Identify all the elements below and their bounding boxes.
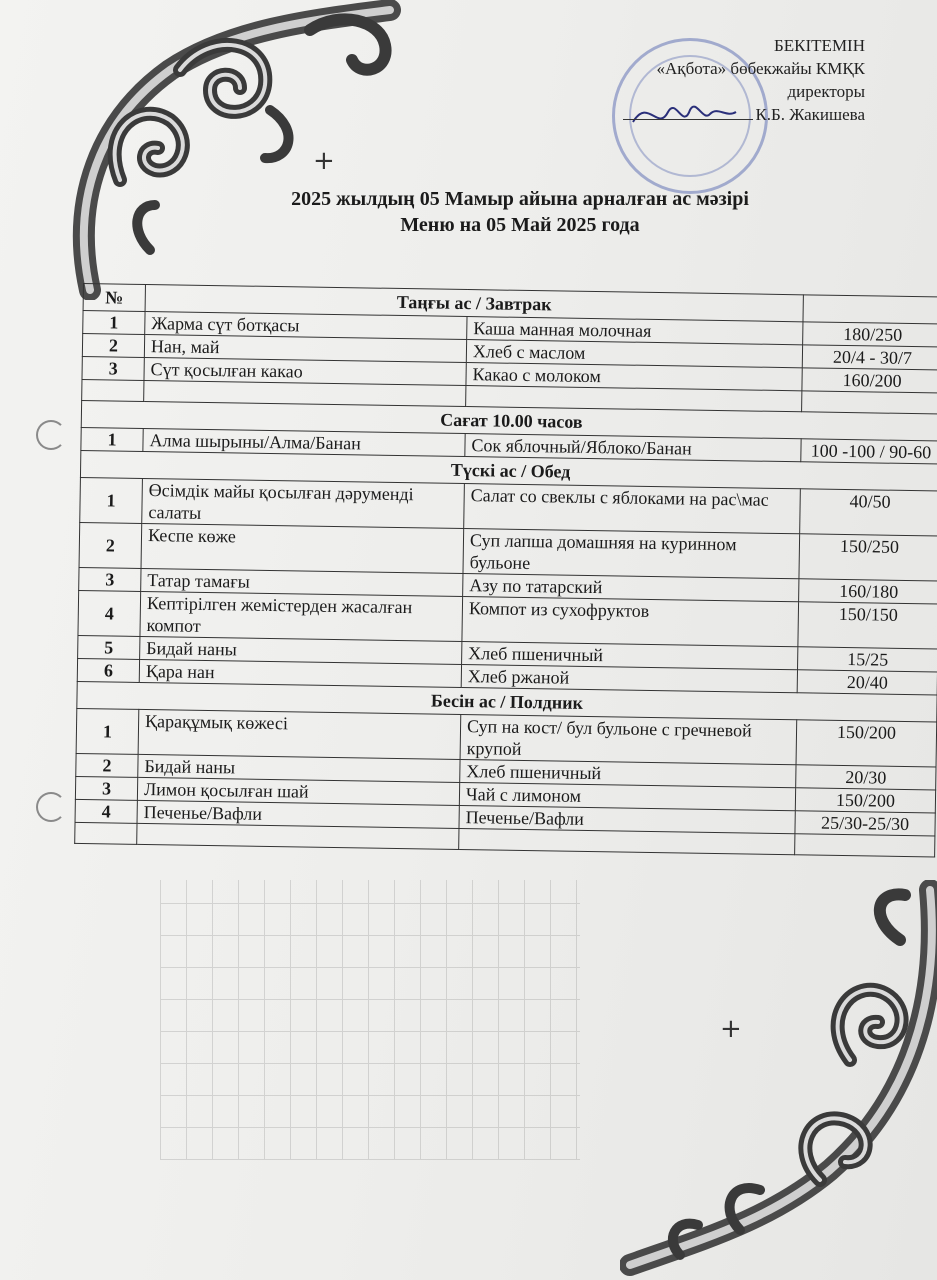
row-number: 3 bbox=[82, 356, 144, 380]
row-number: 2 bbox=[79, 522, 142, 568]
row-number: 5 bbox=[78, 635, 140, 659]
row-number: 2 bbox=[82, 334, 144, 358]
dish-name-ru: Суп лапша домашняя на куринном бульоне bbox=[463, 529, 800, 579]
row-number: 3 bbox=[79, 567, 141, 591]
portion-amount: 150/200 bbox=[796, 720, 937, 767]
dish-name-kz: Татар тамағы bbox=[141, 568, 463, 596]
cross-mark-top: + bbox=[313, 146, 335, 176]
dish-name-ru: Азу по татарский bbox=[463, 574, 799, 602]
portion-amount: 150/150 bbox=[798, 602, 937, 649]
dish-name-kz: Лимон қосылған шай bbox=[137, 777, 459, 805]
approval-heading: БЕКІТЕМІН bbox=[774, 36, 865, 55]
punch-hole-lower bbox=[36, 792, 66, 822]
dish-name-kz: Бидай наны bbox=[140, 636, 462, 664]
dish-name-ru: Хлеб пшеничный bbox=[462, 641, 798, 669]
dish-name-kz: Печенье/Вафли bbox=[137, 800, 459, 828]
approval-block bbox=[623, 34, 865, 126]
dish-name-kz: Бидай наны bbox=[138, 754, 460, 782]
row-number: 1 bbox=[80, 477, 143, 523]
portion-amount: 20/4 - 30/7 bbox=[802, 345, 937, 370]
section-title: Түскі ас / Обед bbox=[80, 450, 937, 491]
portion-amount: 15/25 bbox=[798, 647, 937, 672]
dish-name-ru: Суп на кост/ бул бульоне с гречневой крупой bbox=[460, 714, 797, 764]
section-title: Сағат 10.00 часов bbox=[81, 400, 937, 441]
punch-hole-upper bbox=[36, 420, 66, 450]
portion-amount: 20/40 bbox=[797, 670, 937, 695]
dish-name-ru: Чай с лимоном bbox=[459, 782, 795, 810]
section-title: Бесін ас / Полдник bbox=[77, 681, 937, 722]
portion-amount: 160/180 bbox=[799, 579, 937, 604]
row-number: 2 bbox=[76, 753, 138, 777]
dish-name-ru: Печенье/Вафли bbox=[459, 805, 795, 833]
portion-amount: 150/250 bbox=[799, 534, 937, 581]
approval-organization: «Ақбота» бөбекжайы КМҚК bbox=[656, 59, 865, 78]
dish-name-ru: Какао с молоком bbox=[466, 363, 802, 391]
row-number: 1 bbox=[76, 708, 139, 754]
row-number: 1 bbox=[81, 427, 143, 451]
show-through-grid bbox=[160, 880, 580, 1160]
title-kazakh: 2025 жылдың 05 Мамыр айына арналған ас мәзірі bbox=[291, 188, 749, 210]
dish-name-kz: Сүт қосылған какао bbox=[144, 357, 466, 385]
dish-name-ru: Сок яблочный/Яблоко/Банан bbox=[465, 434, 801, 462]
portion-amount: 20/30 bbox=[796, 765, 936, 790]
dish-name-kz: Жарма сүт ботқасы bbox=[145, 311, 467, 339]
row-number: 4 bbox=[78, 590, 141, 636]
row-number: 3 bbox=[75, 776, 137, 800]
dish-name-kz: Алма шырыны/Алма/Банан bbox=[143, 428, 465, 456]
portion-amount: 40/50 bbox=[800, 489, 937, 536]
dish-name-kz: Өсімдік майы қосылған дәруменді салаты bbox=[142, 478, 465, 528]
portion-amount: 180/250 bbox=[803, 322, 937, 347]
dish-name-ru: Хлеб ржаной bbox=[461, 664, 797, 692]
approval-director bbox=[623, 103, 865, 126]
director-name: К.Б. Жакишева bbox=[755, 105, 865, 124]
menu-table bbox=[74, 283, 937, 857]
portion-amount: 150/200 bbox=[795, 788, 935, 813]
dish-name-kz: Нан, май bbox=[144, 334, 466, 362]
title-russian: Меню на 05 Май 2025 года bbox=[400, 214, 640, 236]
dish-name-ru: Салат со свеклы с яблоками на рас\мас bbox=[464, 484, 801, 534]
portion-amount: 100 -100 / 90-60 bbox=[801, 439, 937, 464]
corner-ornament-bottom-right bbox=[620, 880, 937, 1280]
dish-name-ru: Компот из сухофруктов bbox=[462, 597, 799, 647]
row-number: 1 bbox=[83, 311, 145, 335]
number-column-header: № bbox=[83, 284, 145, 312]
dish-name-kz: Кеспе көже bbox=[141, 523, 464, 573]
corner-ornament-top-left bbox=[60, 0, 420, 300]
approval-position: директоры bbox=[787, 82, 865, 101]
signature-line bbox=[623, 119, 753, 120]
dish-name-ru: Каша манная молочная bbox=[467, 317, 803, 345]
dish-name-kz: Қара нан bbox=[139, 659, 461, 687]
row-number: 6 bbox=[77, 658, 139, 682]
dish-name-kz: Қарақұмық көжесі bbox=[138, 709, 461, 759]
portion-amount: 160/200 bbox=[802, 368, 937, 393]
row-number: 4 bbox=[75, 799, 137, 823]
dish-name-kz: Кептірілген жемістерден жасалған компот bbox=[140, 591, 463, 641]
dish-name-ru: Хлеб пшеничный bbox=[460, 759, 796, 787]
portion-amount: 25/30-25/30 bbox=[795, 811, 935, 836]
dish-name-ru: Хлеб с маслом bbox=[466, 340, 802, 368]
cross-mark-bottom: + bbox=[720, 1014, 742, 1044]
section-title: Таңғы ас / Завтрак bbox=[145, 284, 803, 321]
